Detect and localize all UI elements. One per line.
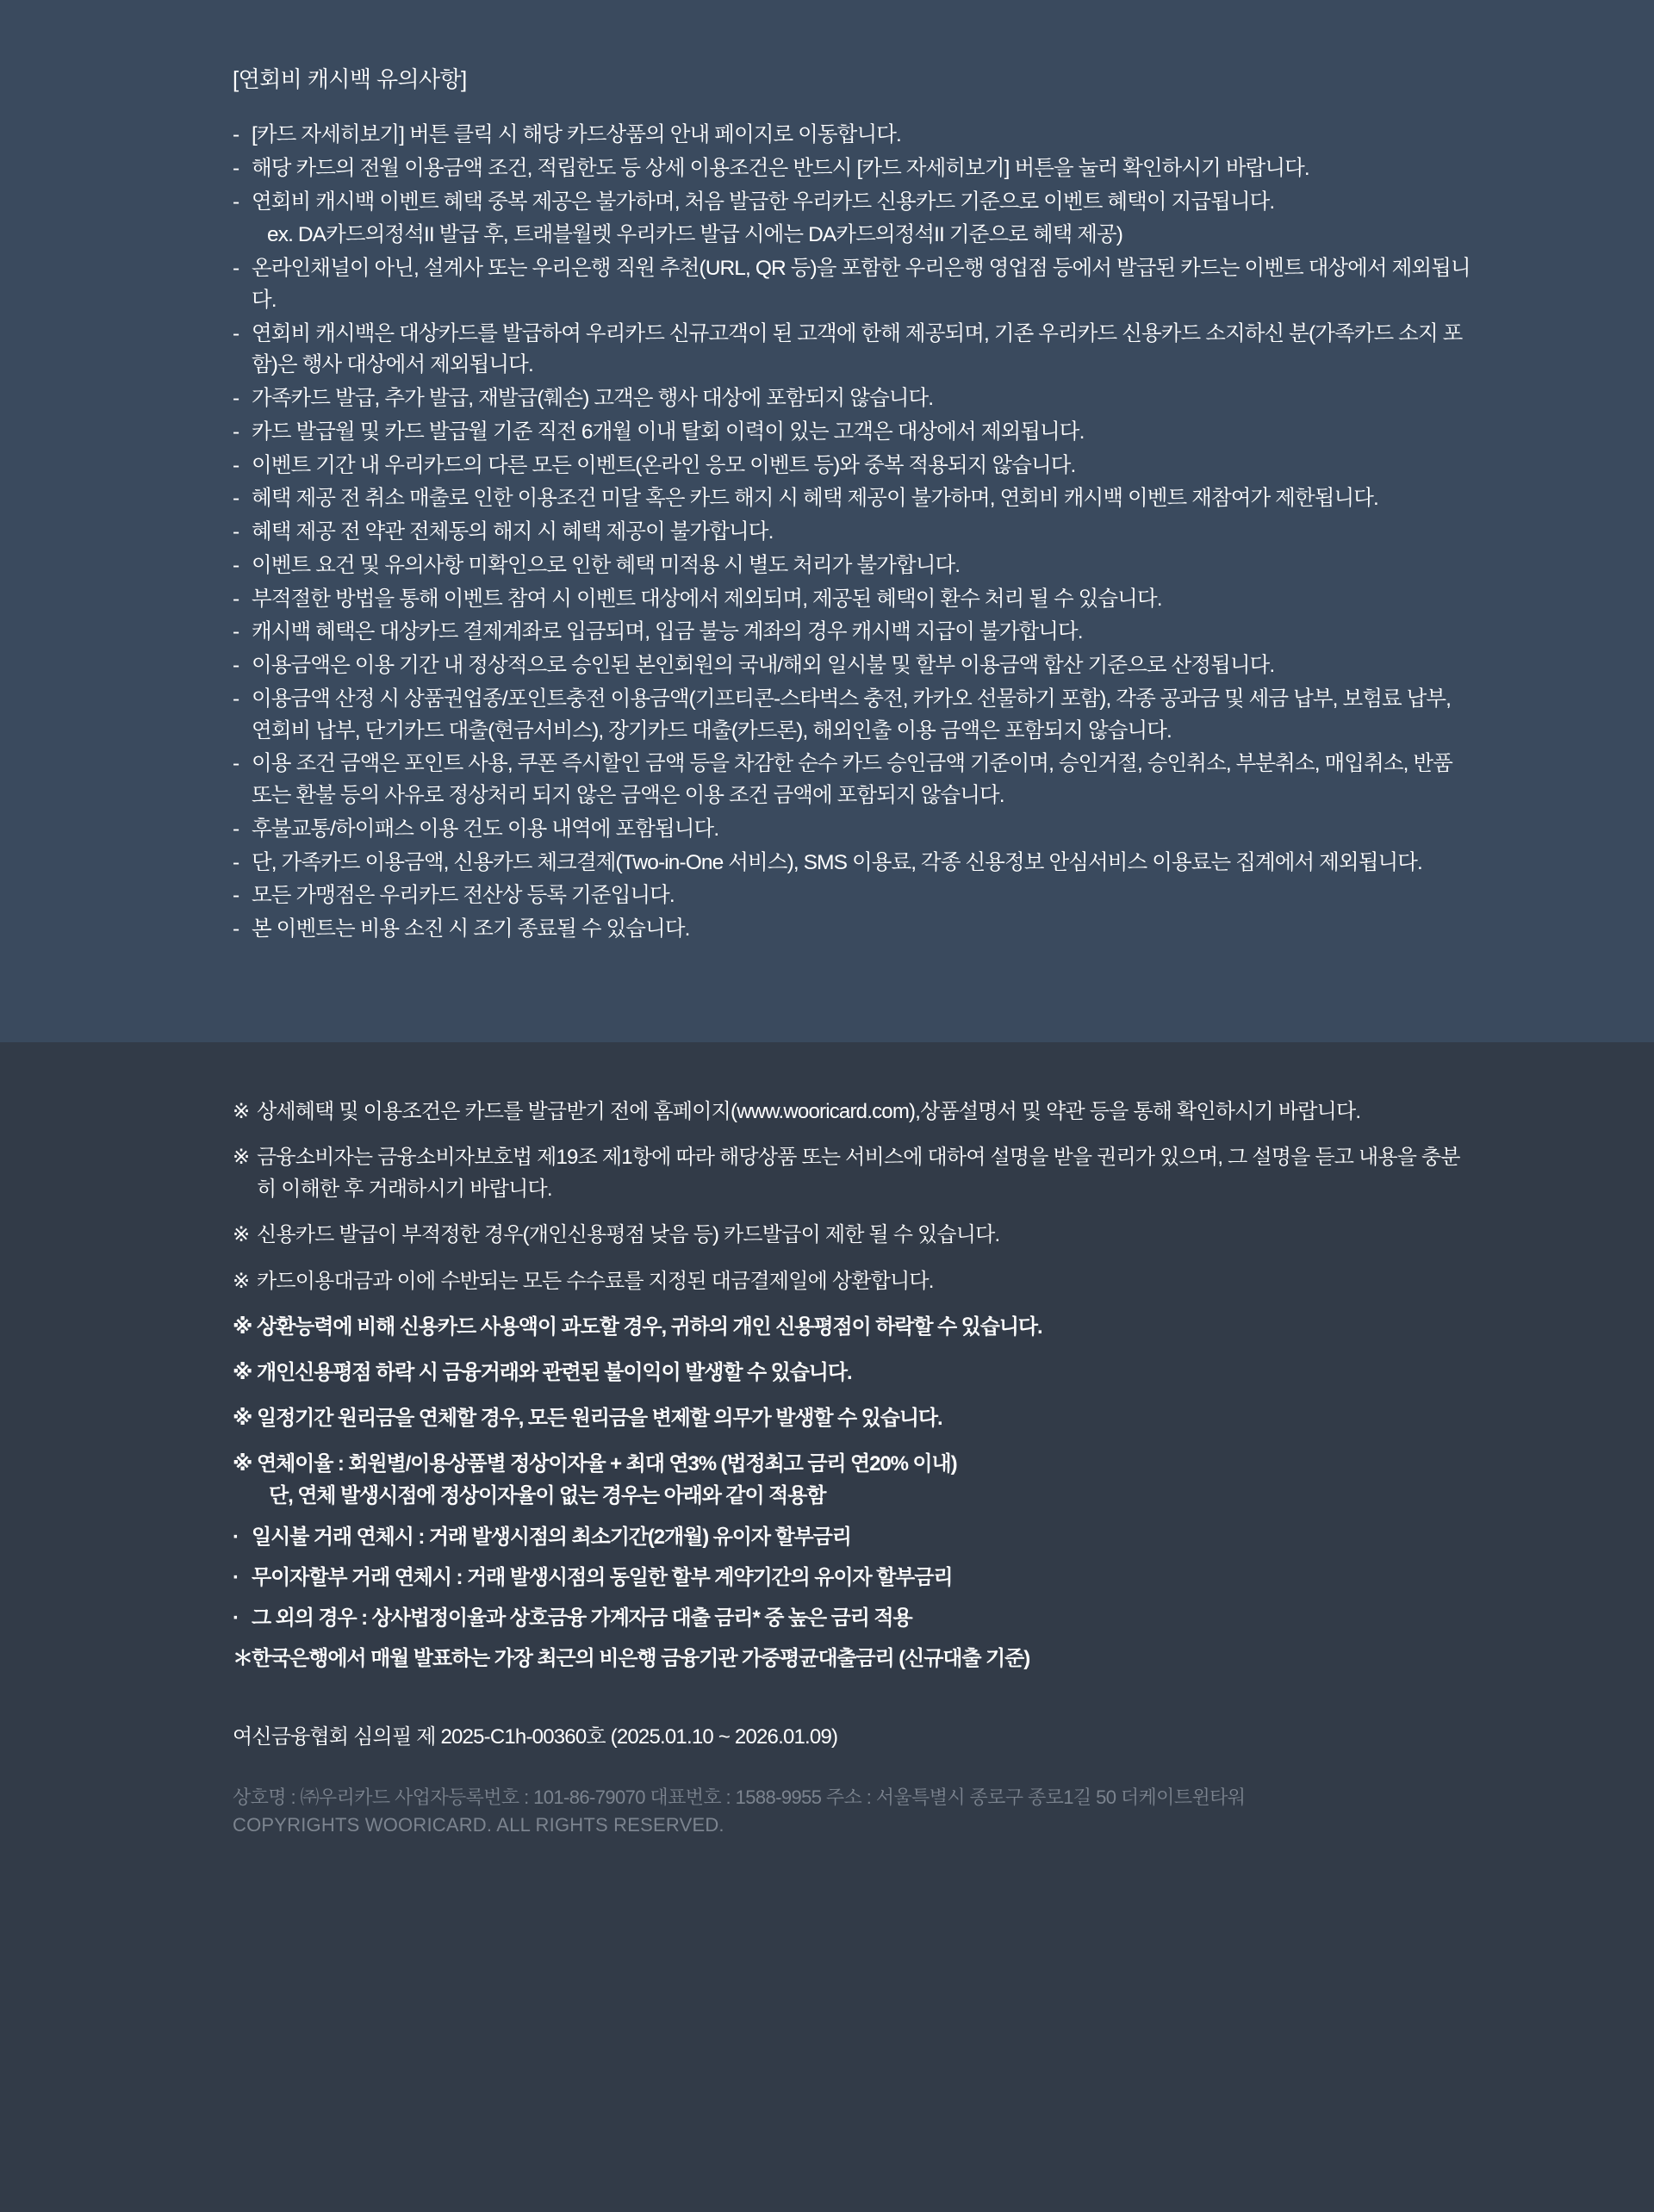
bullet-dash: - (233, 587, 239, 611)
notice-list (233, 120, 1473, 946)
legal-item-text: 카드이용대금과 이에 수반되는 모든 수수료를 지정된 대금결제일에 상환합니다. (257, 1269, 934, 1293)
legal-item (233, 1096, 1473, 1128)
notice-section (0, 0, 1654, 1042)
notice-item (233, 383, 1473, 415)
notice-item-text: 후불교통/하이패스 이용 건도 이용 내역에 포함됩니다. (252, 817, 719, 841)
copyright-text: COPYRIGHTS WOORICARD. ALL RIGHTS RESERVED. (233, 1813, 724, 1836)
legal-item-text: 신용카드 발급이 부적정한 경우(개인신용평점 낮음 등) 카드발급이 제한 될 수 있습니다. (257, 1223, 1000, 1247)
legal-list (233, 1096, 1473, 1675)
notice-item-text: 이용금액 산정 시 상품권업종/포인트충전 이용금액(기프티콘-스타벅스 충전, 카카오 선물하기 포함), 각종 공과금 및 세금 납부, 보험료 납부, 연회비 납부, 단기카드 대출(현금서비스), 장기카드 대출(카드론), 해외인출 이용 금액은 포함되지 않습니다. (252, 687, 1452, 743)
asterisk-note-icon: ＊ (233, 1647, 252, 1671)
bullet-dot-icon: · (233, 1525, 239, 1549)
asterisk-icon: ※ (233, 1407, 252, 1431)
bullet-dash: - (233, 553, 239, 577)
legal-item-text: 일정기간 원리금을 연체할 경우, 모든 원리금을 변제할 의무가 발생할 수 있습니다. (257, 1407, 942, 1431)
legal-sub-item-text: 그 외의 경우 : 상사법정이율과 상호금융 가계자금 대출 금리* 중 높은 금리 적용 (252, 1606, 912, 1630)
legal-sub-item (233, 1643, 1473, 1675)
notice-item-text: 단, 가족카드 이용금액, 신용카드 체크결제(Two-in-One 서비스), SMS 이용료, 각종 신용정보 안심서비스 이용료는 집계에서 제외됩니다. (252, 850, 1422, 874)
bullet-dash: - (233, 419, 239, 444)
notice-item (233, 319, 1473, 382)
bullet-dash: - (233, 387, 239, 410)
notice-item-sub (233, 220, 1473, 252)
legal-item-rate (233, 1448, 1473, 1512)
asterisk-icon: ※ (233, 1452, 252, 1476)
notice-item-text: 혜택 제공 전 약관 전체동의 해지 시 혜택 제공이 불가합니다. (252, 520, 774, 544)
rate-line-1: 연체이율 : 회원별/이용상품별 정상이자율 + 최대 연3% (법정최고 금리 연20% 이내) (257, 1452, 957, 1476)
asterisk-icon: ※ (233, 1269, 250, 1293)
notice-item-text: 연회비 캐시백은 대상카드를 발급하여 우리카드 신규고객이 된 고객에 한해 제공되며, 기존 우리카드 신용카드 소지하신 분(가족카드 소지 포함)은 행사 대상에서 제외됩니다. (252, 321, 1463, 377)
notice-item (233, 417, 1473, 449)
notice-item-text: 카드 발급월 및 카드 발급월 기준 직전 6개월 이내 탈회 이력이 있는 고객은 대상에서 제외됩니다. (252, 419, 1085, 444)
legal-sub-item-text: 무이자할부 거래 연체시 : 거래 발생시점의 동일한 할부 계약기간의 유이자 할부금리 (252, 1565, 953, 1589)
bullet-dash: - (233, 123, 239, 146)
asterisk-icon: ※ (233, 1314, 252, 1339)
asterisk-icon: ※ (233, 1360, 252, 1384)
notice-item-text: 부적절한 방법을 통해 이벤트 참여 시 이벤트 대상에서 제외되며, 제공된 혜택이 환수 처리 될 수 있습니다. (252, 587, 1162, 611)
notice-item-text: [카드 자세히보기] 버튼 클릭 시 해당 카드상품의 안내 페이지로 이동합니다. (252, 123, 901, 146)
notice-item (233, 848, 1473, 879)
notice-item (233, 650, 1473, 682)
bullet-dash: - (233, 917, 239, 941)
bullet-dash: - (233, 487, 239, 511)
approval-number: 여신금융협회 심의필 제 2025-C1h-00360호 (2025.01.10 ~ 2026.01.09) (233, 1725, 838, 1749)
legal-item (233, 1402, 1473, 1434)
notice-item (233, 450, 1473, 482)
bullet-dash: - (233, 850, 239, 874)
bullet-dash: - (233, 654, 239, 677)
bullet-dash: - (233, 156, 239, 180)
bullet-dash: - (233, 190, 239, 214)
notice-item (233, 584, 1473, 616)
asterisk-icon: ※ (233, 1145, 250, 1169)
notice-item-text: 이용금액은 이용 기간 내 정상적으로 승인된 본인회원의 국내/해외 일시불 및 할부 이용금액 합산 기준으로 산정됩니다. (252, 654, 1275, 677)
legal-section (0, 1042, 1654, 2212)
legal-sub-item-text: 한국은행에서 매월 발표하는 가장 최근의 비은행 금융기관 가중평균대출금리 (신규대출 기준) (252, 1647, 1030, 1671)
legal-item-text: 금융소비자는 금융소비자보호법 제19조 제1항에 따라 해당상품 또는 서비스에 대하여 설명을 받을 권리가 있으며, 그 설명을 듣고 내용을 충분히 이해한 후 거래하시기 바랍니다. (257, 1145, 1460, 1202)
rate-line-2: 단, 연체 발생시점에 정상이자율이 없는 경우는 아래와 같이 적용함 (269, 1484, 826, 1508)
notice-item (233, 483, 1473, 515)
notice-item (233, 517, 1473, 549)
notice-item (233, 684, 1473, 748)
legal-item (233, 1311, 1473, 1343)
legal-sub-item (233, 1602, 1473, 1634)
notice-item (233, 880, 1473, 912)
bullet-dash: - (233, 884, 239, 908)
notice-item (233, 187, 1473, 219)
notice-item-text: 본 이벤트는 비용 소진 시 조기 종료될 수 있습니다. (252, 917, 690, 941)
bullet-dot-icon: · (233, 1606, 239, 1630)
notice-item (233, 120, 1473, 152)
notice-item (233, 153, 1473, 185)
legal-item (233, 1265, 1473, 1297)
asterisk-icon: ※ (233, 1223, 250, 1247)
asterisk-icon: ※ (233, 1099, 250, 1123)
bullet-dash: - (233, 620, 239, 644)
bullet-dash: - (233, 453, 239, 477)
legal-sub-item (233, 1562, 1473, 1594)
notice-item-text: 이벤트 요건 및 유의사항 미확인으로 인한 혜택 미적용 시 별도 처리가 불가합니다. (252, 553, 961, 577)
bullet-dash: - (233, 752, 239, 776)
notice-item-text: 모든 가맹점은 우리카드 전산상 등록 기준입니다. (252, 884, 675, 908)
company-details: 상호명 : ㈜우리카드 사업자등록번호 : 101-86-79070 대표번호 : 1588-9955 주소 : 서울특별시 종로구 종로1길 50 더케이트윈타워 (233, 1786, 1246, 1809)
notice-item-text: 온라인채널이 아닌, 설계사 또는 우리은행 직원 추천(URL, QR 등)을 포함한 우리은행 영업점 등에서 발급된 카드는 이벤트 대상에서 제외됩니다. (252, 257, 1471, 312)
notice-item-text: 연회비 캐시백 이벤트 혜택 중복 제공은 불가하며, 처음 발급한 우리카드 신용카드 기준으로 이벤트 혜택이 지급됩니다. (252, 190, 1275, 214)
bullet-dash: - (233, 817, 239, 841)
legal-sub-item-text: 일시불 거래 연체시 : 거래 발생시점의 최소기간(2개월) 유이자 할부금리 (252, 1525, 851, 1549)
notice-item-text: 이벤트 기간 내 우리카드의 다른 모든 이벤트(온라인 응모 이벤트 등)와 중복 적용되지 않습니다. (252, 453, 1076, 477)
notice-item (233, 814, 1473, 846)
company-info (233, 1784, 1473, 1906)
notice-item (233, 253, 1473, 317)
bullet-dash: - (233, 520, 239, 544)
notice-item (233, 749, 1473, 812)
legal-item-text: 상환능력에 비해 신용카드 사용액이 과도할 경우, 귀하의 개인 신용평점이 하락할 수 있습니다. (257, 1314, 1042, 1339)
notice-title: [연회비 캐시백 유의사항] (233, 66, 467, 92)
notice-item (233, 914, 1473, 946)
legal-item (233, 1141, 1473, 1205)
notice-item-text: 이용 조건 금액은 포인트 사용, 쿠폰 즉시할인 금액 등을 차감한 순수 카드 승인금액 기준이며, 승인거절, 승인취소, 부분취소, 매입취소, 반품 또는 환불 등의 사유로 정상처리 되지 않은 금액은 이용 조건 금액에 포함되지 않습니다. (252, 752, 1452, 807)
bullet-dash: - (233, 257, 239, 280)
notice-item-text: 가족카드 발급, 추가 발급, 재발급(훼손) 고객은 행사 대상에 포함되지 않습니다. (252, 387, 934, 410)
notice-item (233, 550, 1473, 582)
notice-item-text: ex. DA카드의정석II 발급 후, 트래블월렛 우리카드 발급 시에는 DA카드의정석II 기준으로 혜택 제공) (267, 223, 1123, 247)
bullet-dash: - (233, 321, 239, 345)
legal-item-text: 개인신용평점 하락 시 금융거래와 관련된 불이익이 발생할 수 있습니다. (257, 1360, 852, 1384)
notice-item-text: 해당 카드의 전월 이용금액 조건, 적립한도 등 상세 이용조건은 반드시 [카드 자세히보기] 버튼을 눌러 확인하시기 바랍니다. (252, 156, 1309, 180)
legal-sub-item (233, 1521, 1473, 1553)
legal-item-text: 상세혜택 및 이용조건은 카드를 발급받기 전에 홈페이지(www.wooricard.com),상품설명서 및 약관 등을 통해 확인하시기 바랍니다. (257, 1099, 1361, 1123)
notice-item-text: 캐시백 혜택은 대상카드 결제계좌로 입금되며, 입금 불능 계좌의 경우 캐시백 지급이 불가합니다. (252, 620, 1083, 644)
notice-item-text: 혜택 제공 전 취소 매출로 인한 이용조건 미달 혹은 카드 해지 시 혜택 제공이 불가하며, 연회비 캐시백 이벤트 재참여가 제한됩니다. (252, 487, 1378, 511)
legal-item (233, 1219, 1473, 1251)
bullet-dash: - (233, 687, 239, 711)
legal-item (233, 1357, 1473, 1389)
bullet-dot-icon: · (233, 1565, 239, 1589)
notice-item (233, 617, 1473, 649)
